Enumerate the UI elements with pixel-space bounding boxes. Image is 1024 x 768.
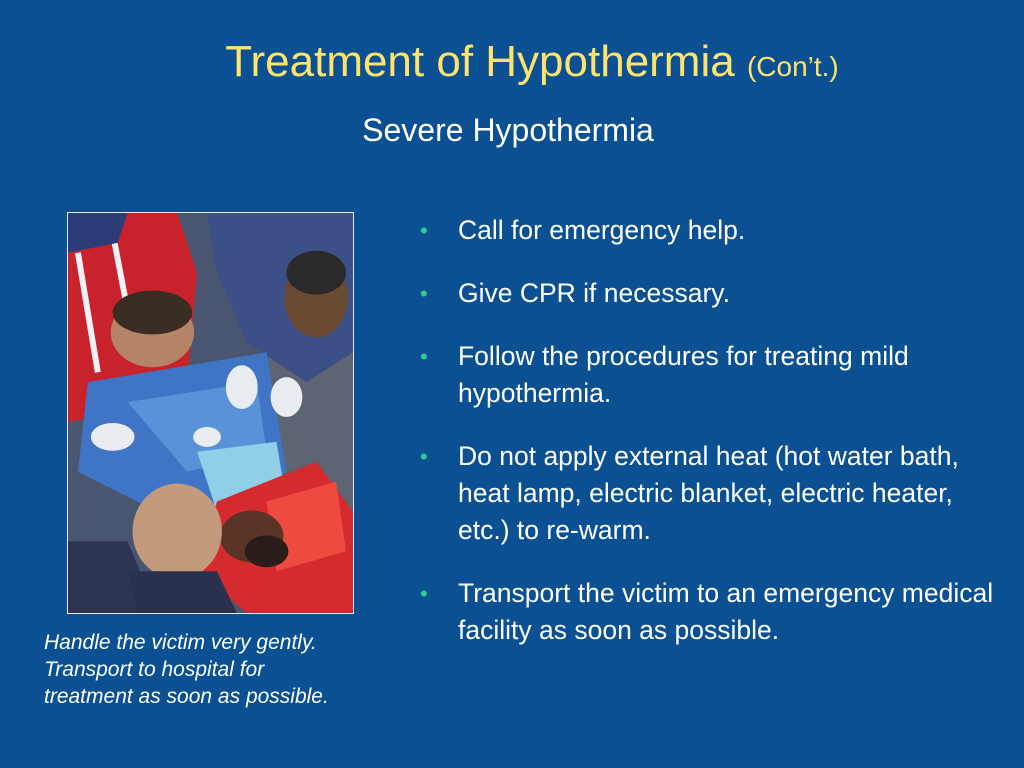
bullet-text: Give CPR if necessary. — [458, 278, 730, 308]
bullet-marker: • — [420, 218, 428, 243]
caption-line: treatment as soon as possible. — [44, 685, 329, 708]
caption-line: Handle the victim very gently. — [44, 631, 317, 654]
slide-title — [0, 36, 1024, 93]
bullet-item — [420, 275, 1000, 312]
bullet-item — [420, 212, 1000, 249]
bullet-marker: • — [420, 444, 428, 469]
bullet-marker: • — [420, 281, 428, 306]
rescue-photo-illustration — [68, 213, 353, 613]
bullet-marker: • — [420, 581, 428, 606]
bullet-item — [420, 438, 1000, 549]
rescue-photo — [67, 212, 354, 614]
bullet-text: Transport the victim to an emergency medical facility as soon as possible. — [458, 578, 994, 645]
bullet-item — [420, 575, 1000, 649]
bullet-item — [420, 338, 1000, 412]
caption-line: Transport to hospital for — [44, 658, 265, 681]
slide-title-suffix: (Con’t.) — [746, 51, 839, 82]
slide-title-main: Treatment of Hypothermia — [225, 37, 735, 86]
slide-subtitle: Severe Hypothermia — [362, 112, 654, 148]
bullet-marker: • — [420, 344, 428, 369]
photo-caption — [44, 629, 414, 710]
bullet-text: Call for emergency help. — [458, 215, 746, 245]
bullet-text: Do not apply external heat (hot water bath, heat lamp, electric blanket, electric heater, etc.) to re-warm. — [458, 441, 959, 545]
bullet-text: Follow the procedures for treating mild hypothermia. — [458, 341, 909, 408]
bullet-list — [420, 212, 1000, 675]
